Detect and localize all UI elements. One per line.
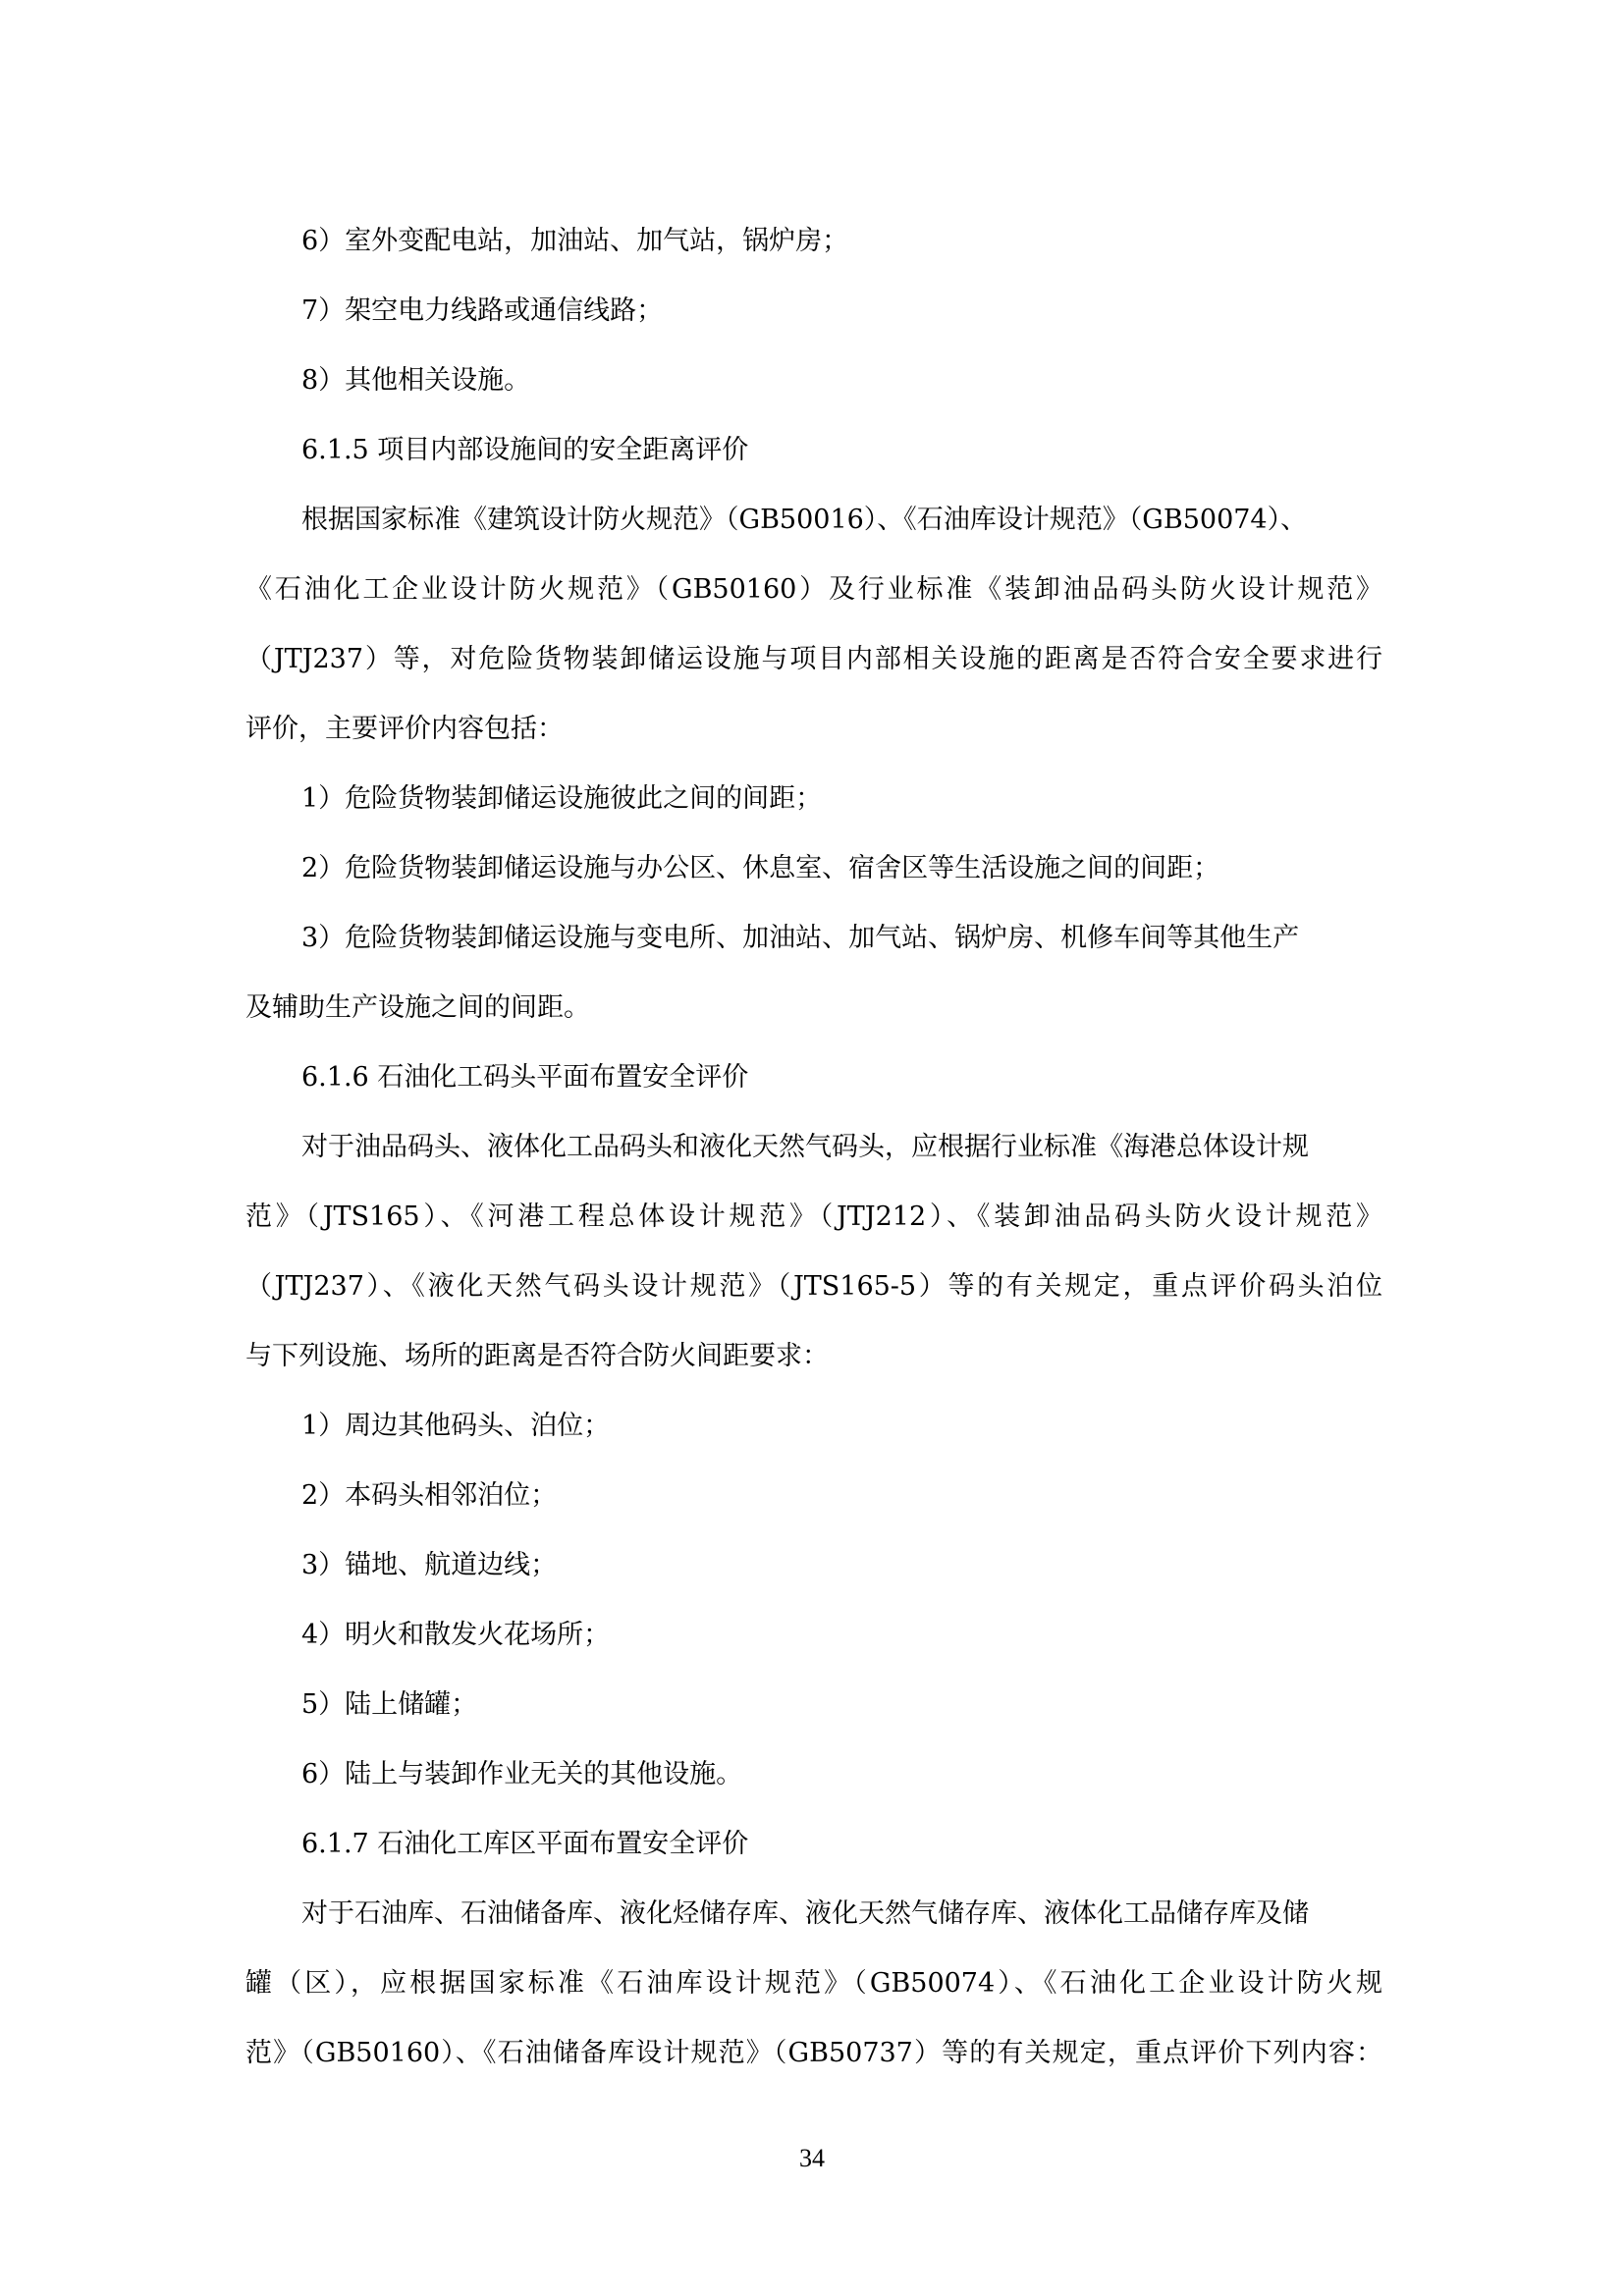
paragraph-line: （JTJ237）等，对危险货物装卸储运设施与项目内部相关设施的距离是否符合安全要求进行 — [245, 644, 1382, 674]
section-heading: 6.1.7 石油化工库区平面布置安全评价 — [301, 1829, 749, 1859]
paragraph-line: 与下列设施、场所的距离是否符合防火间距要求： — [245, 1341, 829, 1371]
list-item: 3）锚地、航道边线； — [301, 1550, 558, 1580]
list-item: 2）危险货物装卸储运设施与办公区、休息室、宿舍区等生活设施之间的间距； — [301, 853, 1220, 883]
paragraph-line: 对于石油库、石油储备库、液化烃储存库、液化天然气储存库、液体化工品储存库及储 — [301, 1898, 1309, 1929]
list-item: 1）危险货物装卸储运设施彼此之间的间距； — [301, 783, 823, 814]
list-item: 6）室外变配电站，加油站、加气站，锅炉房； — [301, 226, 849, 256]
page-number: 34 — [799, 2144, 825, 2172]
list-item: 3）危险货物装卸储运设施与变电所、加油站、加气站、锅炉房、机修车间等其他生产 — [301, 923, 1300, 953]
section-heading: 6.1.5 项目内部设施间的安全距离评价 — [301, 435, 749, 465]
paragraph-line: 范》（JTS165）、《河港工程总体设计规范》（JTJ212）、《装卸油品码头防火设计规范》 — [245, 1201, 1382, 1232]
list-item: 及辅助生产设施之间的间距。 — [245, 992, 590, 1023]
paragraph-line: 《石油化工企业设计防火规范》（GB50160）及行业标准《装卸油品码头防火设计规范》 — [245, 574, 1382, 605]
paragraph-line: 范》（GB50160）、《石油储备库设计规范》（GB50737）等的有关规定，重点评价下列内容： — [245, 2038, 1382, 2068]
section-heading: 6.1.6 石油化工码头平面布置安全评价 — [301, 1062, 749, 1093]
list-item: 6）陆上与装卸作业无关的其他设施。 — [301, 1759, 743, 1789]
list-item: 8）其他相关设施。 — [301, 365, 531, 396]
paragraph-line: 罐（区），应根据国家标准《石油库设计规范》（GB50074）、《石油化工企业设计防火规 — [245, 1968, 1382, 1999]
paragraph-line: 评价，主要评价内容包括： — [245, 714, 564, 744]
paragraph-line: （JTJ237）、《液化天然气码头设计规范》（JTS165-5）等的有关规定，重点评价码头泊位 — [245, 1271, 1382, 1302]
list-item: 1）周边其他码头、泊位； — [301, 1411, 611, 1441]
list-item: 2）本码头相邻泊位； — [301, 1480, 558, 1511]
list-item: 7）架空电力线路或通信线路； — [301, 295, 664, 326]
paragraph-line: 根据国家标准《建筑设计防火规范》（GB50016）、《石油库设计规范》（GB50074）、 — [301, 505, 1308, 535]
list-item: 4）明火和散发火花场所； — [301, 1620, 611, 1650]
list-item: 5）陆上储罐； — [301, 1689, 478, 1720]
paragraph-line: 对于油品码头、液体化工品码头和液化天然气码头，应根据行业标准《海港总体设计规 — [301, 1132, 1309, 1162]
